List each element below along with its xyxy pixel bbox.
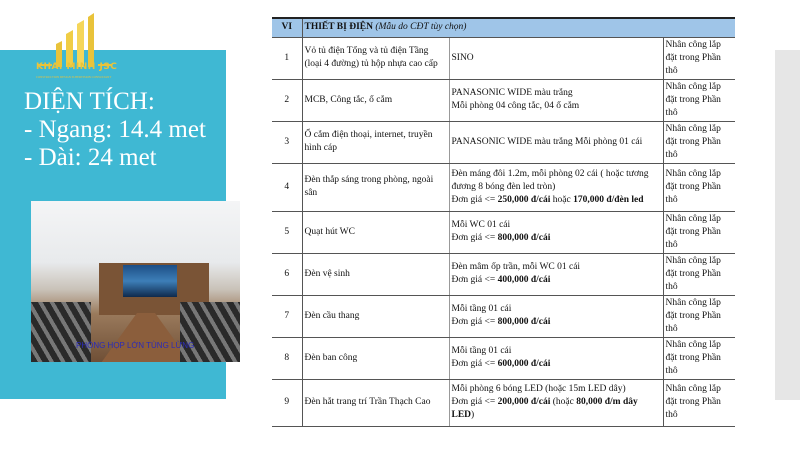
item-note: Nhân công lắp đặt trong Phần thô [663, 121, 735, 163]
row-number: 8 [272, 337, 302, 379]
price-line [452, 316, 661, 329]
price-2: 170,000 đ/đèn led [573, 194, 644, 205]
meeting-room-photo [31, 201, 240, 362]
item-description: Đèn ban công [302, 337, 449, 379]
section-note: (Mẫu do CĐT tùy chọn) [375, 22, 467, 33]
price-prefix: Đơn giá <= [451, 194, 498, 205]
item-description: Ổ cắm điện thoại, internet, truyền hình cáp [302, 121, 449, 163]
table-row [272, 295, 735, 337]
electrical-equipment-table [272, 17, 735, 427]
spec-line: Đèn mâm ốp trần, mỗi WC 01 cái [451, 262, 581, 272]
item-note: Nhân công lắp đặt trong Phần thô [663, 337, 735, 379]
item-description: Vỏ tủ điện Tổng và tủ điện Tầng (loại 4 đường) tủ hộp nhựa cao cấp [302, 37, 449, 79]
row-number: 1 [272, 37, 302, 79]
item-note: Nhân công lắp đặt trong Phần thô [663, 295, 735, 337]
item-description: Đèn hắt trang trí Trần Thạch Cao [302, 379, 449, 426]
table-row [272, 337, 735, 379]
item-note: Nhân công lắp đặt trong Phần thô [663, 79, 735, 121]
row-number: 5 [272, 211, 302, 253]
photo-chairs-right [180, 302, 240, 362]
item-note: Nhân công lắp đặt trong Phần thô [663, 253, 735, 295]
section-number: VI [272, 18, 302, 37]
item-spec [449, 337, 663, 379]
item-spec [449, 37, 663, 79]
price-line [452, 274, 661, 287]
table-row [272, 163, 735, 211]
section-title-text: THIẾT BỊ ĐIỆN [304, 22, 373, 33]
spec-line: SINO [451, 52, 474, 63]
spec-line: Mỗi tầng 01 cái [451, 304, 512, 314]
row-number: 4 [272, 163, 302, 211]
price-mid: (hoặc [550, 397, 577, 407]
photo-caption: PHÒNG HỌP LỚN TÙNG LỪNG [76, 341, 195, 350]
table-row [272, 121, 735, 163]
spec-line: PANASONIC WIDE màu trắng Mỗi phòng 01 cái [451, 136, 643, 147]
item-description: Đèn thắp sáng trong phòng, ngoài sân [302, 163, 449, 211]
price-line [452, 396, 661, 422]
price-prefix: Đơn giá <= [451, 233, 498, 243]
row-number: 2 [272, 79, 302, 121]
spec-line: Đèn máng đôi 1.2m, mỗi phòng 02 cái ( hoặc tương đương 8 bóng đèn led tròn) [451, 168, 649, 192]
spec-line: Mỗi phòng 6 bóng LED (hoặc 15m LED dây) [451, 384, 626, 394]
price-prefix: Đơn giá <= [451, 359, 498, 369]
table-header [272, 18, 735, 37]
logo-tagline: CONSTRUCTION DESIGN SUPERVISION CONSULTANT [36, 75, 112, 79]
area-title: DIỆN TÍCH: [24, 88, 155, 115]
price-prefix: Đơn giá <= [451, 275, 498, 285]
photo-table [101, 313, 191, 362]
price-line [452, 358, 661, 371]
logo-name: KHAI MINH JSC [36, 62, 118, 72]
item-spec [449, 121, 663, 163]
item-spec [449, 253, 663, 295]
price: 800,000 đ/cái [497, 233, 551, 243]
table-row [272, 253, 735, 295]
price: 250,000 đ/cái [497, 194, 551, 205]
area-length: - Dài: 24 met [24, 144, 157, 171]
row-number: 9 [272, 379, 302, 426]
price-line [452, 194, 661, 207]
item-description: Quạt hút WC [302, 211, 449, 253]
item-spec [449, 79, 663, 121]
photo-chairs-left [31, 302, 91, 362]
price: 200,000 đ/cái [497, 397, 551, 407]
row-number: 7 [272, 295, 302, 337]
side-bar [775, 50, 800, 400]
item-spec [449, 295, 663, 337]
item-note: Nhân công lắp đặt trong Phần thô [663, 211, 735, 253]
item-spec [449, 379, 663, 426]
table-row [272, 379, 735, 426]
item-spec [449, 163, 663, 211]
item-spec [449, 211, 663, 253]
item-description: MCB, Công tắc, ổ cắm [302, 79, 449, 121]
table-row [272, 211, 735, 253]
price-suffix: ) [471, 410, 475, 420]
photo-screen [123, 265, 177, 297]
price: 800,000 đ/cái [497, 317, 551, 327]
price-line [452, 232, 661, 245]
price: 600,000 đ/cái [497, 359, 551, 369]
price-2: 80,000 đ/m dây LED [451, 397, 638, 420]
section-title [302, 18, 735, 37]
spec-line: Mỗi WC 01 cái [451, 220, 511, 230]
spec-line-2: Mỗi phòng 04 công tắc, 04 ổ cắm [451, 101, 580, 111]
price-mid: hoặc [550, 194, 574, 205]
item-note: Nhân công lắp đặt trong Phần thô [663, 163, 735, 211]
item-description: Đèn vệ sinh [302, 253, 449, 295]
item-note: Nhân công lắp đặt trong Phần thô [663, 37, 735, 79]
item-note: Nhân công lắp đặt trong Phần thô [663, 379, 735, 426]
area-info [24, 88, 206, 172]
item-description: Đèn cầu thang [302, 295, 449, 337]
row-number: 6 [272, 253, 302, 295]
spec-line: PANASONIC WIDE màu trắng [451, 88, 573, 98]
price-prefix: Đơn giá <= [451, 317, 498, 327]
table-row [272, 79, 735, 121]
area-width: - Ngang: 14.4 met [24, 116, 206, 143]
row-number: 3 [272, 121, 302, 163]
table-row [272, 37, 735, 79]
price: 400,000 đ/cái [497, 275, 551, 285]
spec-line: Mỗi tầng 01 cái [451, 346, 512, 356]
price-prefix: Đơn giá <= [451, 397, 498, 407]
